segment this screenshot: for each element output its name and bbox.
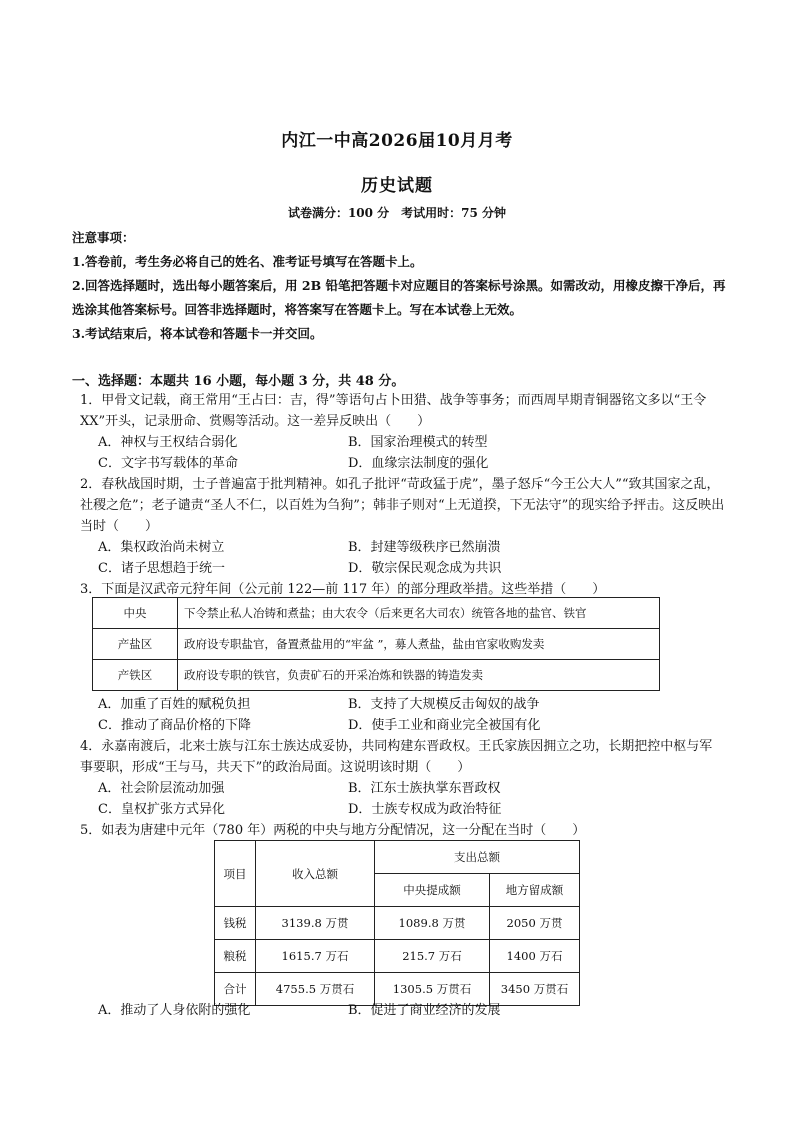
question-2-options	[98, 537, 718, 579]
question-1-options	[98, 432, 718, 474]
notice-item: 3.考试结束后，将本试卷和答题卡一并交回。	[72, 326, 323, 341]
table-row	[93, 660, 660, 691]
table-cell: 钱税	[215, 907, 256, 940]
table-header-cell: 中央提成额	[375, 874, 490, 907]
exam-subtitle: 历史试题	[361, 176, 433, 196]
table-cell: 2050 万贯	[490, 907, 580, 940]
exam-meta: 试卷满分：100 分 考试用时：75 分钟	[287, 206, 507, 220]
question-5-table	[214, 840, 580, 1006]
question-4	[80, 736, 725, 778]
table-cell: 下令禁止私人冶铸和煮盐；由大农令（后来更名大司农）统管各地的盐官、铁官	[178, 598, 660, 629]
option-c: C．文字书写载体的革命	[98, 456, 238, 471]
option-b: B．江东士族执掌东晋政权	[348, 781, 501, 796]
table-cell: 产盐区	[93, 629, 178, 660]
option-b: B．促进了商业经济的发展	[348, 1003, 501, 1018]
table-row	[215, 940, 580, 973]
option-a: A．社会阶层流动加强	[98, 781, 225, 796]
table-cell: 1089.8 万贯	[375, 907, 490, 940]
table-cell: 215.7 万石	[375, 940, 490, 973]
question-2	[80, 474, 725, 537]
option-b: B．支持了大规模反击匈奴的战争	[348, 697, 540, 712]
table-row	[93, 629, 660, 660]
option-a: A．神权与王权结合弱化	[98, 435, 238, 450]
question-3-options	[98, 694, 718, 736]
question-stem: 4．永嘉南渡后，北来士族与江东士族达成妥协，共同构建东晋政权。王氏家族因拥立之功，长期把控中枢与军事要职，形成“王与马，共天下”的政治局面。这说明该时期（ ）	[80, 739, 713, 775]
table-cell: 合计	[215, 973, 256, 1006]
table-cell: 3139.8 万贯	[256, 907, 375, 940]
notice-item: 2.回答选择题时，选出每小题答案后，用 2B 铅笔把答题卡对应题目的答案标号涂黑。如需改动，用橡皮擦干净后，再选涂其他答案标号。回答非选择题时，将答案写在答题卡上。写在本试卷上无效。	[72, 278, 726, 317]
question-3-table	[92, 597, 660, 691]
option-d: D．敬宗保民观念成为共识	[348, 561, 502, 576]
table-cell: 政府设专职盐官，备置煮盐用的“牢盆 ”，募人煮盐，盐由官家收购发卖	[178, 629, 660, 660]
table-cell: 粮税	[215, 940, 256, 973]
table-row	[93, 598, 660, 629]
option-d: D．血缘宗法制度的强化	[348, 456, 489, 471]
table-cell: 政府设专职的铁官，负责矿石的开采冶炼和铁器的铸造发卖	[178, 660, 660, 691]
table-header-cell: 收入总额	[256, 841, 375, 907]
table-header-cell: 项目	[215, 841, 256, 907]
table-cell: 3450 万贯石	[490, 973, 580, 1006]
option-b: B．国家治理模式的转型	[348, 435, 488, 450]
notice-block	[72, 226, 732, 346]
question-stem: 2．春秋战国时期，士子普遍富于批判精神。如孔子批评“苛政猛于虎”，墨子怒斥“今王公大人”“致其国家之乱，社稷之危”；老子谴责“圣人不仁，以百姓为刍狗”；韩非子则对“上无道揆，下无法守”的现实给予抨击。这反映出当时（ ）	[80, 477, 725, 534]
option-c: C．推动了商品价格的下降	[98, 718, 251, 733]
table-cell: 1400 万石	[490, 940, 580, 973]
table-cell: 4755.5 万贯石	[256, 973, 375, 1006]
option-a: A．推动了人身依附的强化	[98, 1003, 251, 1018]
option-a: A．加重了百姓的赋税负担	[98, 697, 251, 712]
option-c: C．皇权扩张方式异化	[98, 802, 225, 817]
notice-item: 1.答卷前，考生务必将自己的姓名、准考证号填写在答题卡上。	[72, 254, 423, 269]
notice-heading: 注意事项：	[72, 230, 135, 245]
option-d: D．使手工业和商业完全被国有化	[348, 718, 541, 733]
table-cell: 1615.7 万石	[256, 940, 375, 973]
exam-title: 内江一中高2026届10月月考	[281, 131, 513, 151]
question-1	[80, 390, 725, 432]
question-stem: 5．如表为唐建中元年（780 年）两税的中央与地方分配情况，这一分配在当时（ ）	[80, 823, 586, 838]
option-b: B．封建等级秩序已然崩溃	[348, 540, 501, 555]
table-cell: 1305.5 万贯石	[375, 973, 490, 1006]
question-5	[80, 820, 725, 841]
table-row	[215, 907, 580, 940]
table-header-cell: 支出总额	[375, 841, 580, 874]
table-cell: 产铁区	[93, 660, 178, 691]
table-header-cell: 地方留成额	[490, 874, 580, 907]
table-cell: 中央	[93, 598, 178, 629]
option-c: C．诸子思想趋于统一	[98, 561, 225, 576]
question-5-options	[98, 1000, 718, 1021]
question-stem: 1．甲骨文记载，商王常用“王占曰：吉，得”等语句占卜田猎、战争等事务；而西周早期青铜器铭文多以“王令 XX”开头，记录册命、赏赐等活动。这一差异反映出（ ）	[80, 393, 707, 429]
question-4-options	[98, 778, 718, 820]
section-heading: 一、选择题：本题共 16 小题，每小题 3 分，共 48 分。	[72, 374, 405, 389]
question-stem: 3．下面是汉武帝元狩年间（公元前 122—前 117 年）的部分理政举措。这些举措（ ）	[80, 582, 606, 597]
table-row	[215, 841, 580, 874]
option-a: A．集权政治尚未树立	[98, 540, 225, 555]
option-d: D．士族专权成为政治特征	[348, 802, 502, 817]
